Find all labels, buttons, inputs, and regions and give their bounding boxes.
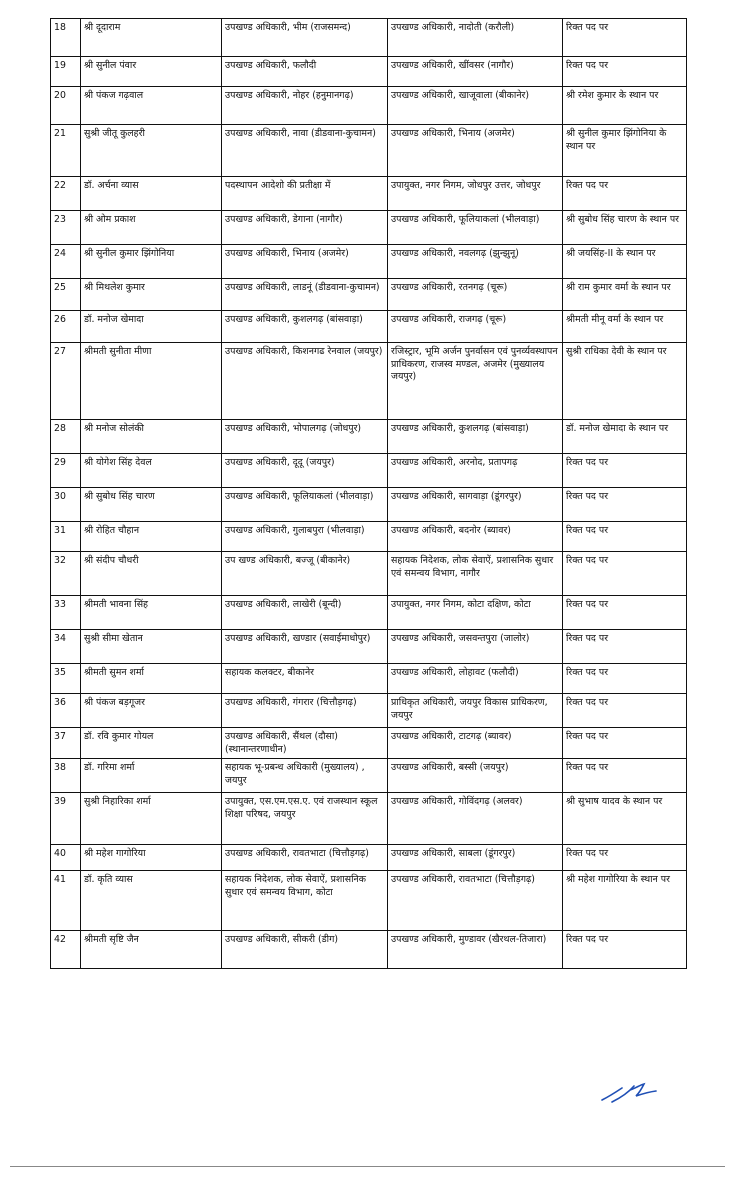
current-post: उपखण्ड अधिकारी, फलौदी	[222, 57, 388, 87]
current-post: पदस्थापन आदेशो की प्रतीक्षा में	[222, 177, 388, 211]
serial-number: 23	[51, 211, 81, 245]
table-row	[51, 522, 687, 552]
new-post: उपखण्ड अधिकारी, रतनगढ़ (चूरू)	[388, 279, 563, 311]
serial-number: 29	[51, 454, 81, 488]
remark: रिक्त पद पर	[563, 57, 687, 87]
current-post: सहायक कलक्टर, बीकानेर	[222, 664, 388, 694]
new-post: उपखण्ड अधिकारी, गोविंदगढ़ (अलवर)	[388, 793, 563, 845]
serial-number: 33	[51, 596, 81, 630]
current-post: उपखण्ड अधिकारी, सैंथल (दौसा) (स्थानान्तरणाधीन)	[222, 728, 388, 759]
officer-name: श्रीमती सुमन शर्मा	[81, 664, 222, 694]
new-post: उपखण्ड अधिकारी, कुशलगढ़ (बांसवाड़ा)	[388, 420, 563, 454]
remark: श्रीमती मीनू वर्मा के स्थान पर	[563, 311, 687, 343]
table-row	[51, 279, 687, 311]
serial-number: 32	[51, 552, 81, 596]
new-post: रजिस्ट्रार, भूमि अर्जन पुनर्वासन एवं पुनर्व्यवस्थापन प्राधिकरण, राजस्व मण्डल, अजमेर (मुख्यालय जयपुर)	[388, 343, 563, 420]
current-post: उपखण्ड अधिकारी, नावा (डीडवाना-कुचामन)	[222, 125, 388, 177]
table-row	[51, 19, 687, 57]
officer-name: श्री सुनील कुमार झिंगोनिया	[81, 245, 222, 279]
serial-number: 31	[51, 522, 81, 552]
remark: रिक्त पद पर	[563, 454, 687, 488]
current-post: उपखण्ड अधिकारी, गंगरार (चित्तौड़गढ़)	[222, 694, 388, 728]
remark: रिक्त पद पर	[563, 630, 687, 664]
remark: रिक्त पद पर	[563, 552, 687, 596]
serial-number: 39	[51, 793, 81, 845]
current-post: उपायुक्त, एस.एम.एस.ए. एवं राजस्थान स्कूल शिक्षा परिषद, जयपुर	[222, 793, 388, 845]
remark: रिक्त पद पर	[563, 694, 687, 728]
current-post: उपखण्ड अधिकारी, डेगाना (नागौर)	[222, 211, 388, 245]
serial-number: 37	[51, 728, 81, 759]
remark: श्री सुभाष यादव के स्थान पर	[563, 793, 687, 845]
new-post: उपखण्ड अधिकारी, राजगढ़ (चूरू)	[388, 311, 563, 343]
current-post: उपखण्ड अधिकारी, फूलियाकलां (भीलवाड़ा)	[222, 488, 388, 522]
officer-name: डॉ. कृति व्यास	[81, 871, 222, 931]
table-row	[51, 57, 687, 87]
remark: श्री महेश गागोरिया के स्थान पर	[563, 871, 687, 931]
table-row	[51, 311, 687, 343]
serial-number: 20	[51, 87, 81, 125]
table-row	[51, 871, 687, 931]
officer-name: श्री योगेश सिंह देवल	[81, 454, 222, 488]
table-row	[51, 759, 687, 793]
current-post: उपखण्ड अधिकारी, किशनगढ रेनवाल (जयपुर)	[222, 343, 388, 420]
new-post: उपखण्ड अधिकारी, फूलियाकलां (भीलवाड़ा)	[388, 211, 563, 245]
new-post: उपखण्ड अधिकारी, सागवाड़ा (डूंगरपुर)	[388, 488, 563, 522]
table-row	[51, 125, 687, 177]
officer-name: श्री सुबोध सिंह चारण	[81, 488, 222, 522]
remark: श्री सुबोध सिंह चारण के स्थान पर	[563, 211, 687, 245]
officer-name: श्री संदीप चौधरी	[81, 552, 222, 596]
serial-number: 35	[51, 664, 81, 694]
table-row	[51, 630, 687, 664]
new-post: उपखण्ड अधिकारी, भिनाय (अजमेर)	[388, 125, 563, 177]
remark: रिक्त पद पर	[563, 845, 687, 871]
current-post: सहायक भू-प्रबन्ध अधिकारी (मुख्यालय) , जयपुर	[222, 759, 388, 793]
officer-name: सुश्री सीमा खेतान	[81, 630, 222, 664]
new-post: उपखण्ड अधिकारी, खाजूवाला (बीकानेर)	[388, 87, 563, 125]
current-post: उपखण्ड अधिकारी, कुशलगढ़ (बांसवाड़ा)	[222, 311, 388, 343]
officer-name: श्री मनोज सोलंकी	[81, 420, 222, 454]
remark: रिक्त पद पर	[563, 664, 687, 694]
serial-number: 25	[51, 279, 81, 311]
current-post: उपखण्ड अधिकारी, सीकरी (डीग)	[222, 931, 388, 969]
table-row	[51, 87, 687, 125]
current-post: उपखण्ड अधिकारी, भीम (राजसमन्द)	[222, 19, 388, 57]
serial-number: 18	[51, 19, 81, 57]
table-row	[51, 211, 687, 245]
officer-name: श्री सुनील पंवार	[81, 57, 222, 87]
serial-number: 22	[51, 177, 81, 211]
remark: श्री राम कुमार वर्मा के स्थान पर	[563, 279, 687, 311]
officer-name: श्री मिथलेश कुमार	[81, 279, 222, 311]
table-row	[51, 552, 687, 596]
table-row	[51, 845, 687, 871]
new-post: उपखण्ड अधिकारी, अरनोद, प्रतापगढ़	[388, 454, 563, 488]
officer-name: श्री दूदाराम	[81, 19, 222, 57]
current-post: उपखण्ड अधिकारी, भोपालगढ़ (जोधपुर)	[222, 420, 388, 454]
current-post: उपखण्ड अधिकारी, लाखेरी (बून्दी)	[222, 596, 388, 630]
new-post: सहायक निदेशक, लोक सेवाऐं, प्रशासनिक सुधार एवं समन्वय विभाग, नागौर	[388, 552, 563, 596]
table-row	[51, 664, 687, 694]
current-post: उपखण्ड अधिकारी, गुलाबपुरा (भीलवाड़ा)	[222, 522, 388, 552]
bottom-rule	[10, 1166, 725, 1167]
current-post: सहायक निदेशक, लोक सेवाऐं, प्रशासनिक सुधार एवं समन्वय विभाग, कोटा	[222, 871, 388, 931]
new-post: उपखण्ड अधिकारी, जसवन्तपुरा (जालोर)	[388, 630, 563, 664]
serial-number: 41	[51, 871, 81, 931]
current-post: उपखण्ड अधिकारी, नोहर (हनुमानगढ़)	[222, 87, 388, 125]
table-row	[51, 177, 687, 211]
new-post: उपखण्ड अधिकारी, रावतभाटा (चित्तौड़गढ़)	[388, 871, 563, 931]
table-row	[51, 420, 687, 454]
table-row	[51, 728, 687, 759]
officer-name: श्री महेश गागोरिया	[81, 845, 222, 871]
new-post: उपायुक्त, नगर निगम, जोधपुर उत्तर, जोधपुर	[388, 177, 563, 211]
officer-name: श्री ओम प्रकाश	[81, 211, 222, 245]
officer-name: डॉ. गरिमा शर्मा	[81, 759, 222, 793]
officer-name: श्री पंकज गढ़वाल	[81, 87, 222, 125]
new-post: उपखण्ड अधिकारी, खींवसर (नागौर)	[388, 57, 563, 87]
current-post: उपखण्ड अधिकारी, लाडनूं (डीडवाना-कुचामन)	[222, 279, 388, 311]
officer-name: श्रीमती भावना सिंह	[81, 596, 222, 630]
remark: रिक्त पद पर	[563, 759, 687, 793]
signature-mark	[600, 1076, 660, 1106]
serial-number: 26	[51, 311, 81, 343]
officer-name: श्री रोहित चौहान	[81, 522, 222, 552]
serial-number: 28	[51, 420, 81, 454]
new-post: उपखण्ड अधिकारी, मुण्डावर (खैरथल-तिजारा)	[388, 931, 563, 969]
serial-number: 27	[51, 343, 81, 420]
new-post: उपखण्ड अधिकारी, टाटगढ़ (ब्यावर)	[388, 728, 563, 759]
new-post: उपायुक्त, नगर निगम, कोटा दक्षिण, कोटा	[388, 596, 563, 630]
transfer-list-table	[50, 18, 687, 969]
current-post: उप खण्ड अधिकारी, बज्जू (बीकानेर)	[222, 552, 388, 596]
remark: रिक्त पद पर	[563, 19, 687, 57]
new-post: उपखण्ड अधिकारी, बस्सी (जयपुर)	[388, 759, 563, 793]
remark: रिक्त पद पर	[563, 728, 687, 759]
remark: रिक्त पद पर	[563, 522, 687, 552]
serial-number: 40	[51, 845, 81, 871]
serial-number: 36	[51, 694, 81, 728]
serial-number: 38	[51, 759, 81, 793]
new-post: उपखण्ड अधिकारी, लोहावट (फलौदी)	[388, 664, 563, 694]
remark: श्री जयसिंह-II के स्थान पर	[563, 245, 687, 279]
remark: श्री सुनील कुमार झिंगोनिया के स्थान पर	[563, 125, 687, 177]
officer-name: डॉ. अर्चना व्यास	[81, 177, 222, 211]
new-post: उपखण्ड अधिकारी, बदनोर (ब्यावर)	[388, 522, 563, 552]
table-row	[51, 596, 687, 630]
current-post: उपखण्ड अधिकारी, भिनाय (अजमेर)	[222, 245, 388, 279]
officer-name: डॉ. रवि कुमार गोयल	[81, 728, 222, 759]
remark: रिक्त पद पर	[563, 931, 687, 969]
new-post: उपखण्ड अधिकारी, नवलगढ़ (झुन्झुनू)	[388, 245, 563, 279]
table-row	[51, 931, 687, 969]
serial-number: 42	[51, 931, 81, 969]
table-row	[51, 454, 687, 488]
current-post: उपखण्ड अधिकारी, रावतभाटा (चित्तौड़गढ़)	[222, 845, 388, 871]
table-row	[51, 694, 687, 728]
remark: रिक्त पद पर	[563, 177, 687, 211]
table-body	[51, 19, 687, 969]
remark: डॉ. मनोज खेमादा के स्थान पर	[563, 420, 687, 454]
serial-number: 21	[51, 125, 81, 177]
new-post: प्राधिकृत अधिकारी, जयपुर विकास प्राधिकरण, जयपुर	[388, 694, 563, 728]
remark: रिक्त पद पर	[563, 488, 687, 522]
serial-number: 30	[51, 488, 81, 522]
table-row	[51, 245, 687, 279]
serial-number: 34	[51, 630, 81, 664]
table-row	[51, 488, 687, 522]
officer-name: श्रीमती सुनीता मीणा	[81, 343, 222, 420]
table-row	[51, 793, 687, 845]
officer-name: डॉ. मनोज खेमादा	[81, 311, 222, 343]
current-post: उपखण्ड अधिकारी, दूदू (जयपुर)	[222, 454, 388, 488]
officer-name: सुश्री निहारिका शर्मा	[81, 793, 222, 845]
officer-name: सुश्री जीतू कुलहरी	[81, 125, 222, 177]
officer-name: श्रीमती सृष्टि जैन	[81, 931, 222, 969]
remark: रिक्त पद पर	[563, 596, 687, 630]
new-post: उपखण्ड अधिकारी, साबला (डूंगरपुर)	[388, 845, 563, 871]
table-row	[51, 343, 687, 420]
serial-number: 19	[51, 57, 81, 87]
serial-number: 24	[51, 245, 81, 279]
new-post: उपखण्ड अधिकारी, नादोती (करौली)	[388, 19, 563, 57]
current-post: उपखण्ड अधिकारी, खण्डार (सवाईमाधोपुर)	[222, 630, 388, 664]
remark: सुश्री राधिका देवी के स्थान पर	[563, 343, 687, 420]
officer-name: श्री पंकज बड़गूजर	[81, 694, 222, 728]
remark: श्री रमेश कुमार के स्थान पर	[563, 87, 687, 125]
